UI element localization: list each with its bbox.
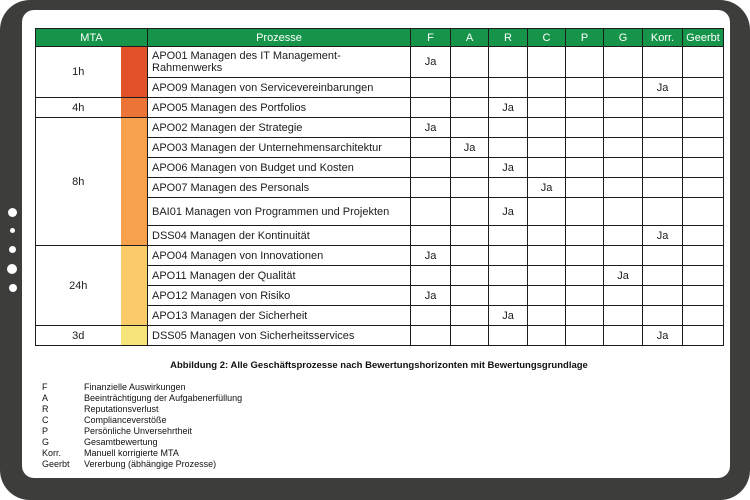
value-cell-p [566, 198, 604, 226]
value-cell-p [566, 47, 604, 78]
value-cell-geerbt [683, 47, 724, 78]
value-cell-geerbt [683, 286, 724, 306]
value-cell-f [411, 326, 451, 346]
frame-hole [10, 228, 15, 233]
value-cell-p [566, 158, 604, 178]
legend-item [42, 404, 242, 415]
mta-label-24h: 24h [36, 246, 121, 326]
column-header-a: A [451, 29, 489, 47]
value-cell-f: Ja [411, 47, 451, 78]
value-cell-geerbt [683, 78, 724, 98]
value-cell-geerbt [683, 266, 724, 286]
legend-label: Beeinträchtigung der Aufgabenerfüllung [84, 393, 243, 403]
value-cell-korr: Ja [643, 226, 683, 246]
value-cell-c [528, 158, 566, 178]
value-cell-p [566, 306, 604, 326]
column-header-g: G [604, 29, 643, 47]
value-cell-g [604, 78, 643, 98]
value-cell-c [528, 246, 566, 266]
value-cell-g [604, 306, 643, 326]
legend-item [42, 415, 242, 426]
value-cell-g [604, 286, 643, 306]
legend-key: Geerbt [42, 459, 70, 469]
value-cell-c [528, 226, 566, 246]
value-cell-c [528, 266, 566, 286]
value-cell-korr [643, 246, 683, 266]
value-cell-f: Ja [411, 286, 451, 306]
value-cell-p [566, 266, 604, 286]
mta-color-strip [121, 98, 148, 118]
value-cell-korr [643, 47, 683, 78]
value-cell-korr [643, 178, 683, 198]
value-cell-g: Ja [604, 266, 643, 286]
value-cell-a [451, 198, 489, 226]
value-cell-a [451, 266, 489, 286]
table-row [36, 246, 724, 266]
value-cell-a [451, 306, 489, 326]
legend-item [42, 448, 242, 459]
value-cell-a [451, 98, 489, 118]
table-row [36, 98, 724, 118]
column-header-korr: Korr. [643, 29, 683, 47]
value-cell-g [604, 158, 643, 178]
mta-color-strip [121, 118, 148, 246]
legend-key: A [42, 393, 49, 403]
process-name: APO12 Managen von Risiko [148, 286, 411, 306]
process-name: APO07 Managen des Personals [148, 178, 411, 198]
value-cell-c [528, 118, 566, 138]
process-name: APO03 Managen der Unternehmensarchitektur [148, 138, 411, 158]
value-cell-c [528, 98, 566, 118]
mta-label-4h: 4h [36, 98, 121, 118]
value-cell-r [489, 178, 528, 198]
value-cell-korr [643, 158, 683, 178]
value-cell-g [604, 138, 643, 158]
header-row [36, 29, 724, 47]
value-cell-g [604, 198, 643, 226]
legend [42, 382, 242, 470]
value-cell-r [489, 286, 528, 306]
value-cell-g [604, 326, 643, 346]
value-cell-f [411, 138, 451, 158]
value-cell-a [451, 78, 489, 98]
process-assessment-table [35, 28, 724, 346]
value-cell-geerbt [683, 246, 724, 266]
value-cell-f [411, 266, 451, 286]
value-cell-f [411, 158, 451, 178]
column-header-mta: MTA [36, 29, 148, 47]
process-table-body [36, 47, 724, 346]
frame-hole [9, 284, 17, 292]
legend-label: Persönliche Unversehrtheit [84, 426, 193, 436]
value-cell-a: Ja [451, 138, 489, 158]
value-cell-korr: Ja [643, 78, 683, 98]
legend-key: G [42, 437, 50, 447]
value-cell-r: Ja [489, 198, 528, 226]
value-cell-korr [643, 286, 683, 306]
legend-key: R [42, 404, 49, 414]
value-cell-geerbt [683, 118, 724, 138]
value-cell-korr [643, 198, 683, 226]
value-cell-c [528, 198, 566, 226]
value-cell-geerbt [683, 98, 724, 118]
value-cell-korr [643, 138, 683, 158]
process-name: APO05 Managen des Portfolios [148, 98, 411, 118]
value-cell-geerbt [683, 198, 724, 226]
value-cell-c: Ja [528, 178, 566, 198]
process-name: APO11 Managen der Qualität [148, 266, 411, 286]
mta-label-1h: 1h [36, 47, 121, 98]
value-cell-a [451, 246, 489, 266]
value-cell-r [489, 78, 528, 98]
value-cell-f: Ja [411, 118, 451, 138]
value-cell-p [566, 246, 604, 266]
mta-label-8h: 8h [36, 118, 121, 246]
process-name: DSS05 Managen von Sicherheitsservices [148, 326, 411, 346]
value-cell-korr [643, 306, 683, 326]
value-cell-f [411, 178, 451, 198]
value-cell-r [489, 138, 528, 158]
value-cell-g [604, 226, 643, 246]
legend-item [42, 437, 242, 448]
process-name: APO09 Managen von Servicevereinbarungen [148, 78, 411, 98]
value-cell-c [528, 286, 566, 306]
legend-label: Reputationsverlust [84, 404, 159, 414]
value-cell-r [489, 226, 528, 246]
mta-color-strip [121, 326, 148, 346]
value-cell-a [451, 47, 489, 78]
value-cell-r: Ja [489, 98, 528, 118]
process-name: DSS04 Managen der Kontinuität [148, 226, 411, 246]
process-name: APO01 Managen des IT Management-Rahmenwerks [148, 47, 411, 78]
value-cell-p [566, 326, 604, 346]
value-cell-g [604, 246, 643, 266]
mta-color-strip [121, 47, 148, 98]
value-cell-c [528, 326, 566, 346]
legend-label: Vererbung (äbhängige Prozesse) [84, 459, 217, 469]
value-cell-korr: Ja [643, 326, 683, 346]
process-name: APO02 Managen der Strategie [148, 118, 411, 138]
column-header-f: F [411, 29, 451, 47]
value-cell-a [451, 118, 489, 138]
legend-key: P [42, 426, 49, 436]
legend-key: F [42, 382, 48, 392]
value-cell-g [604, 47, 643, 78]
value-cell-g [604, 98, 643, 118]
value-cell-p [566, 98, 604, 118]
column-header-c: C [528, 29, 566, 47]
frame-hole [8, 208, 17, 217]
value-cell-f [411, 226, 451, 246]
legend-key: Korr. [42, 448, 62, 458]
column-header-p: P [566, 29, 604, 47]
value-cell-geerbt [683, 178, 724, 198]
value-cell-geerbt [683, 226, 724, 246]
value-cell-geerbt [683, 326, 724, 346]
value-cell-f [411, 306, 451, 326]
value-cell-a [451, 226, 489, 246]
table-row [36, 118, 724, 138]
legend-item [42, 382, 242, 393]
value-cell-p [566, 138, 604, 158]
legend-label: Manuell korrigierte MTA [84, 448, 179, 458]
value-cell-p [566, 286, 604, 306]
value-cell-a [451, 178, 489, 198]
value-cell-p [566, 118, 604, 138]
figure-caption: Abbildung 2: Alle Geschäftsprozesse nach Bewertungshorizonten mit Bewertungsgrundlage [170, 360, 588, 371]
table-row [36, 326, 724, 346]
document-page [22, 10, 730, 478]
value-cell-f [411, 198, 451, 226]
value-cell-r: Ja [489, 306, 528, 326]
value-cell-r [489, 118, 528, 138]
mta-color-strip [121, 246, 148, 326]
value-cell-geerbt [683, 138, 724, 158]
process-name: BAI01 Managen von Programmen und Projekten [148, 198, 411, 226]
value-cell-a [451, 286, 489, 306]
legend-item [42, 393, 242, 404]
process-name: APO13 Managen der Sicherheit [148, 306, 411, 326]
column-header-prozesse: Prozesse [148, 29, 411, 47]
value-cell-korr [643, 98, 683, 118]
legend-item [42, 459, 242, 470]
value-cell-c [528, 306, 566, 326]
value-cell-geerbt [683, 158, 724, 178]
mta-label-3d: 3d [36, 326, 121, 346]
value-cell-r [489, 47, 528, 78]
value-cell-g [604, 178, 643, 198]
value-cell-f [411, 98, 451, 118]
value-cell-p [566, 226, 604, 246]
value-cell-a [451, 326, 489, 346]
value-cell-korr [643, 118, 683, 138]
value-cell-c [528, 47, 566, 78]
legend-key: C [42, 415, 49, 425]
process-name: APO04 Managen von Innovationen [148, 246, 411, 266]
value-cell-p [566, 178, 604, 198]
value-cell-geerbt [683, 306, 724, 326]
value-cell-korr [643, 266, 683, 286]
process-name: APO06 Managen von Budget und Kosten [148, 158, 411, 178]
value-cell-g [604, 118, 643, 138]
value-cell-c [528, 138, 566, 158]
value-cell-f [411, 78, 451, 98]
column-header-r: R [489, 29, 528, 47]
value-cell-c [528, 78, 566, 98]
value-cell-f: Ja [411, 246, 451, 266]
value-cell-r [489, 246, 528, 266]
legend-label: Finanzielle Auswirkungen [84, 382, 186, 392]
frame-hole [7, 264, 17, 274]
value-cell-r [489, 326, 528, 346]
legend-item [42, 426, 242, 437]
value-cell-r [489, 266, 528, 286]
value-cell-p [566, 78, 604, 98]
table-row [36, 47, 724, 78]
legend-label: Gesamtbewertung [84, 437, 158, 447]
frame-hole [9, 246, 16, 253]
value-cell-r: Ja [489, 158, 528, 178]
value-cell-a [451, 158, 489, 178]
legend-label: Complianceverstöße [84, 415, 167, 425]
column-header-geerbt: Geerbt [683, 29, 724, 47]
